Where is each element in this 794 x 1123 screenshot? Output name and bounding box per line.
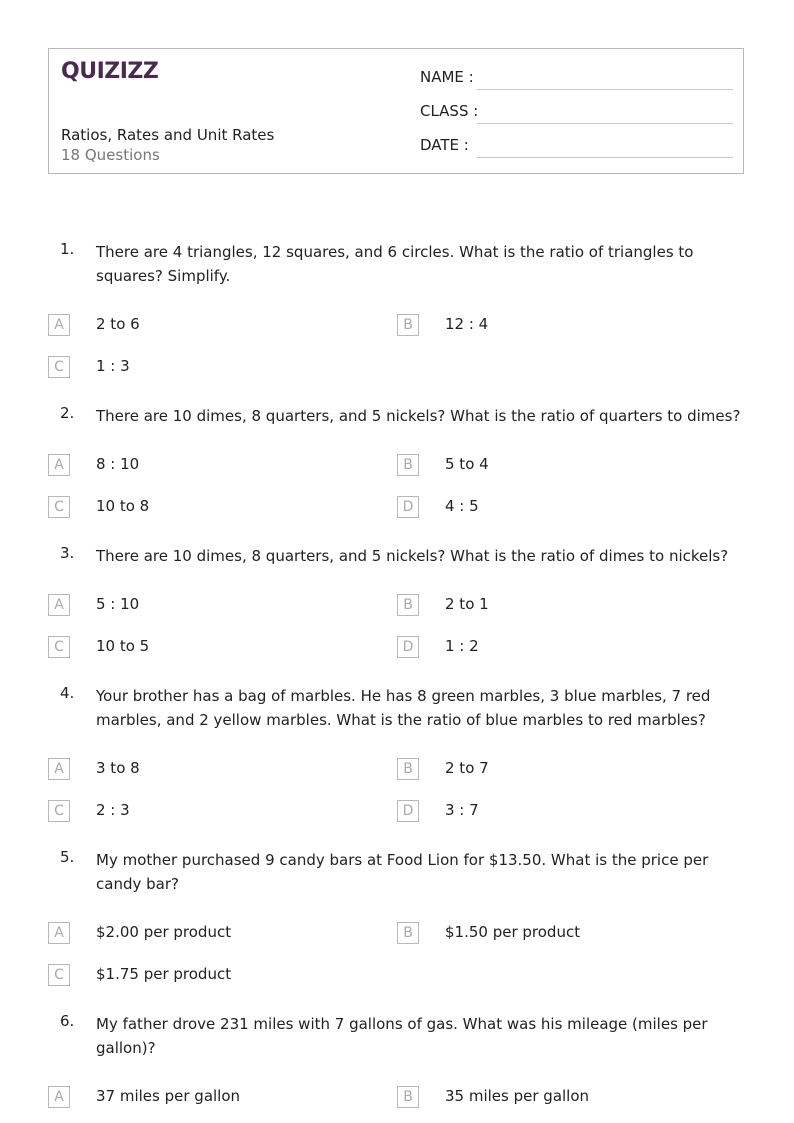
question-number: 3. [60, 544, 75, 562]
date-line[interactable] [477, 157, 733, 158]
option-text: 3 : 7 [445, 801, 479, 819]
question-number: 6. [60, 1012, 75, 1030]
option-text: $1.75 per product [96, 965, 232, 983]
option-letter: C [48, 356, 70, 378]
name-label: NAME : [420, 68, 474, 86]
name-line[interactable] [477, 89, 733, 90]
option-letter: A [48, 922, 70, 944]
option-text: 4 : 5 [445, 497, 479, 515]
option-letter: C [48, 800, 70, 822]
option-letter: D [397, 496, 419, 518]
question-text: There are 4 triangles, 12 squares, and 6 circles. What is the ratio of triangles to squares? Simplify. [96, 243, 694, 285]
option-text: 35 miles per gallon [445, 1087, 590, 1105]
option-letter: B [397, 454, 419, 476]
option-letter: B [397, 922, 419, 944]
option-text: 3 to 8 [96, 759, 140, 777]
question-text: My mother purchased 9 candy bars at Food Lion for $13.50. What is the price per candy bar? [96, 851, 709, 893]
option-text: $2.00 per product [96, 923, 232, 941]
option-text: 2 to 7 [445, 759, 489, 777]
date-label: DATE : [420, 136, 469, 154]
option-letter: A [48, 1086, 70, 1108]
question-text: There are 10 dimes, 8 quarters, and 5 nickels? What is the ratio of quarters to dimes? [96, 407, 741, 425]
option-text: 2 : 3 [96, 801, 130, 819]
option-letter: A [48, 594, 70, 616]
option-letter: A [48, 454, 70, 476]
option-text: 1 : 3 [96, 357, 130, 375]
option-letter: D [397, 636, 419, 658]
class-label: CLASS : [420, 102, 479, 120]
option-text: 5 : 10 [96, 595, 140, 613]
option-letter: D [397, 800, 419, 822]
option-letter: A [48, 758, 70, 780]
option-letter: C [48, 636, 70, 658]
class-line[interactable] [477, 123, 733, 124]
question-number: 4. [60, 684, 75, 702]
question-number: 5. [60, 848, 75, 866]
question-count: 18 Questions [61, 146, 160, 164]
question-text: There are 10 dimes, 8 quarters, and 5 nickels? What is the ratio of dimes to nickels? [96, 547, 729, 565]
quizizz-logo: QUIZIZZ [61, 59, 159, 84]
question-text: My father drove 231 miles with 7 gallons of gas. What was his mileage (miles per gallon)? [96, 1015, 708, 1057]
option-text: $1.50 per product [445, 923, 581, 941]
worksheet-title: Ratios, Rates and Unit Rates [61, 126, 275, 144]
worksheet-header [48, 48, 744, 174]
option-text: 12 : 4 [445, 315, 489, 333]
option-letter: B [397, 594, 419, 616]
option-letter: C [48, 496, 70, 518]
option-text: 1 : 2 [445, 637, 479, 655]
question-text: Your brother has a bag of marbles. He has 8 green marbles, 3 blue marbles, 7 red marbles, and 2 yellow marbles. What is the ratio of blue marbles to red marbles? [96, 687, 711, 729]
option-letter: B [397, 314, 419, 336]
question-number: 1. [60, 240, 75, 258]
option-text: 10 to 5 [96, 637, 150, 655]
question-number: 2. [60, 404, 75, 422]
option-text: 10 to 8 [96, 497, 150, 515]
option-text: 5 to 4 [445, 455, 489, 473]
option-letter: C [48, 964, 70, 986]
option-letter: B [397, 1086, 419, 1108]
option-text: 37 miles per gallon [96, 1087, 241, 1105]
option-text: 8 : 10 [96, 455, 140, 473]
option-text: 2 to 1 [445, 595, 489, 613]
option-letter: A [48, 314, 70, 336]
option-letter: B [397, 758, 419, 780]
option-text: 2 to 6 [96, 315, 140, 333]
